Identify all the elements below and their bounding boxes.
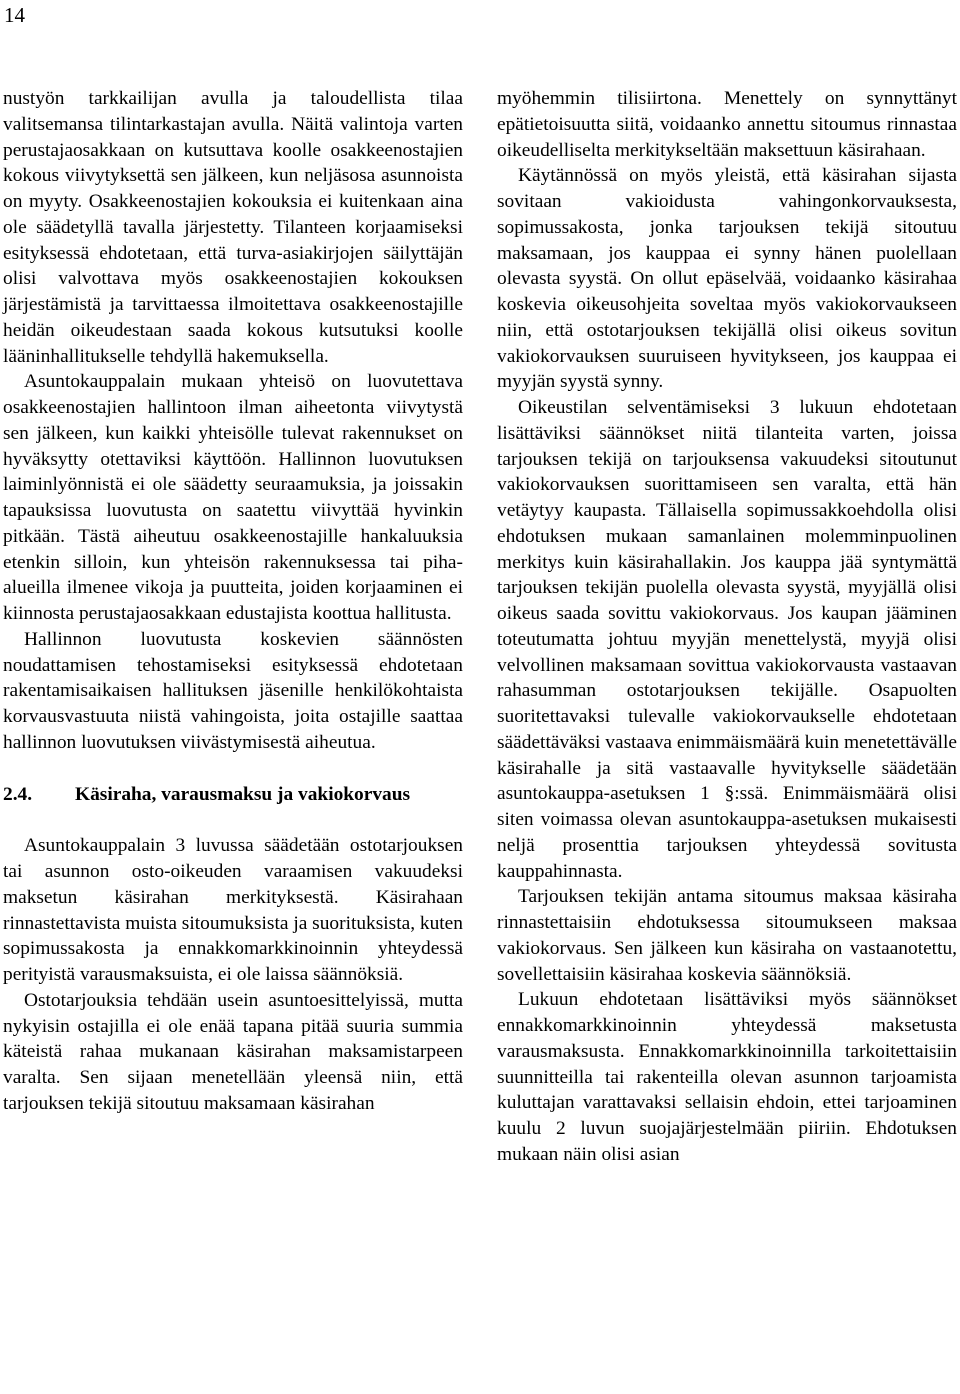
left-column <box>3 86 463 1117</box>
paragraph: Käytännössä on myös yleistä, että käsirahan sijasta sovitaan vakioidusta vahingonkorvauksesta, sopimussakosta, jonka tarjouksen tekijä sitoutuu maksamaan, jos kauppaa ei synny hänen puolellaan olevasta syystä. On ollut epäselvää, voidaanko käsirahaa koskevia oikeusohjeita soveltaa myös vakiokorvaukseen niin, että ostotarjouksen tekijällä olisi oikeus sovitun vakiokorvauksen suuruiseen hyvitykseen, jos kauppaa ei myyjän syystä synny. <box>497 165 957 393</box>
section-title: Käsiraha, varausmaksu ja vakiokorvaus <box>75 783 411 805</box>
paragraph: Asuntokauppalain mukaan yhteisö on luovutettava osakkeenostajien hallintoon ilman aiheetonta viivytystä sen jälkeen, kun kaikki yhteisölle tulevat rakennukset on hyväksytty otettaviksi käyttöön. Hallinnon luovutuksen laiminlyönnistä ei ole säädetty seuraamuksia, ja joissakin tapauksissa luovutusta on saatettu viivyttää hyvinkin pitkään. Tästä aiheutuu osakkeenostajille hankaluuksia etenkin silloin, kun yhteisön rakennuksessa tai piha-alueilla ilmenee vikoja ja puutteita, joiden korjaaminen ei kiinnosta perustajaosakkaan edustajista koottua hallitusta. <box>3 371 463 624</box>
paragraph: myöhemmin tilisiirtona. Menettely on synnyttänyt epätietoisuutta siitä, voidaanko annettu sitoumus rinnastaa oikeudelliselta merkitykseltään maksettuun käsirahaan. <box>497 88 957 161</box>
paragraph: Tarjouksen tekijän antama sitoumus maksaa käsiraha rinnastettaisiin ehdotuksessa sitoumukseen maksaa vakiokorvaus. Sen jälkeen kun käsiraha on vastaanotettu, sovellettaisiin käsirahaa koskevia säännöksiä. <box>497 886 957 985</box>
section-heading <box>3 782 463 808</box>
section-number: 2.4. <box>3 783 33 805</box>
paragraph: Lukuun ehdotetaan lisättäviksi myös säännökset ennakkomarkkinoinnin yhteydessä maksetusta varausmaksusta. Ennakkomarkkinoinnilla tarkoitettaisiin suunnitteilla tai rakenteilla olevan asunnon tarjoamista kuluttajan varattavaksi sellaisin ehdoin, ettei tarjoaminen kuulu 2 luvun suojajärjestelmään piiriin. Ehdotuksen mukaan näin olisi asian <box>497 989 957 1165</box>
paragraph: nustyön tarkkailijan avulla ja taloudellista tilaa valitsemansa tilintarkastajan avulla. Näitä valintoja varten perustajaosakkaan on kutsuttava koolle osakkeenostajien kokous viivytyksettä sen jälkeen, kun neljäsosa asunnoista on myyty. Osakkeenostajien kokouksia ei kuitenkaan aina ole säädetyllä tavalla järjestetty. Tilanteen korjaamiseksi esityksessä ehdotetaan, että turva-asiakirjojen säilyttäjän olisi valvottava myös osakkeenostajien kokouksen järjestämistä ja tarvittaessa ilmoitettava osakkeenostajille heidän oikeudestaan saada kokous kutsutuksi koolle lääninhallitukselle tehdyllä hakemuksella. <box>3 88 463 367</box>
paragraph: Asuntokauppalain 3 luvussa säädetään ostotarjouksen tai asunnon osto-oikeuden varaamisen vakuudeksi maksetun käsirahan merkityksestä. Käsirahaan rinnastettavista muista sitoumuksista ja suorituksista, kuten sopimussakosta ja ennakkomarkkinoinnin yhteydessä perityistä varausmaksuista, ei ole laissa säännöksiä. <box>3 835 463 985</box>
page-number: 14 <box>4 3 25 27</box>
paragraph: Hallinnon luovutusta koskevien säännösten noudattamisen tehostamiseksi esityksessä ehdotetaan rakentamisaikaisen hallituksen jäsenille henkilökohtaista korvausvastuuta niistä vahingoista, joita ostajille saattaa hallinnon luovutuksen viivästymisestä aiheutua. <box>3 628 463 753</box>
paragraph: Oikeustilan selventämiseksi 3 lukuun ehdotetaan lisättäviksi säännökset niitä tilanteita varten, joissa tarjouksen tekijä on tarjouksensa vakuudeksi sitoutunut vakiokorvauksen suorittamiseen sen varalta, että hän vetäytyy kaupasta. Tällaisella sopimussakkoehdolla olisi ehdotuksen mukaan samanlainen molemminpuolinen merkitys kuin käsirahallakin. Jos kauppa jää syntymättä tarjouksen tekijän puolella olevasta syystä, myyjällä olisi oikeus saada sovittu vakiokorvaus. Jos kaupan jääminen toteutumatta johtuu myyjän menettelystä, myyjä olisi velvollinen maksamaan sovittua vakiokorvausta vastaavan rahasumman ostotarjouksen tekijälle. Osapuolten suoritettavaksi tulevalle vakiokorvaukselle ehdotetaan säädettäväksi vastaava enimmäismäärä kuin menetettävälle käsirahalle ja sitä vastaavalle hyvitykselle säädetään asuntokauppa-asetuksen 1 §:ssä. Enimmäismäärä olisi siten voimassa olevan asuntokauppa-asetuksen mukaisesti neljä prosenttia tarjouksen yhteydessä sovitusta kauppahinnasta. <box>497 397 957 882</box>
right-column <box>497 86 957 1168</box>
paragraph: Ostotarjouksia tehdään usein asuntoesittelyissä, mutta nykyisin ostajilla ei ole enää tapana pitää suuria summia käteistä rahaa mukanaan käsirahan maksamistarpeen varalta. Sen sijaan menetellään yleensä niin, että tarjouksen tekijä sitoutuu maksamaan käsirahan <box>3 989 463 1114</box>
